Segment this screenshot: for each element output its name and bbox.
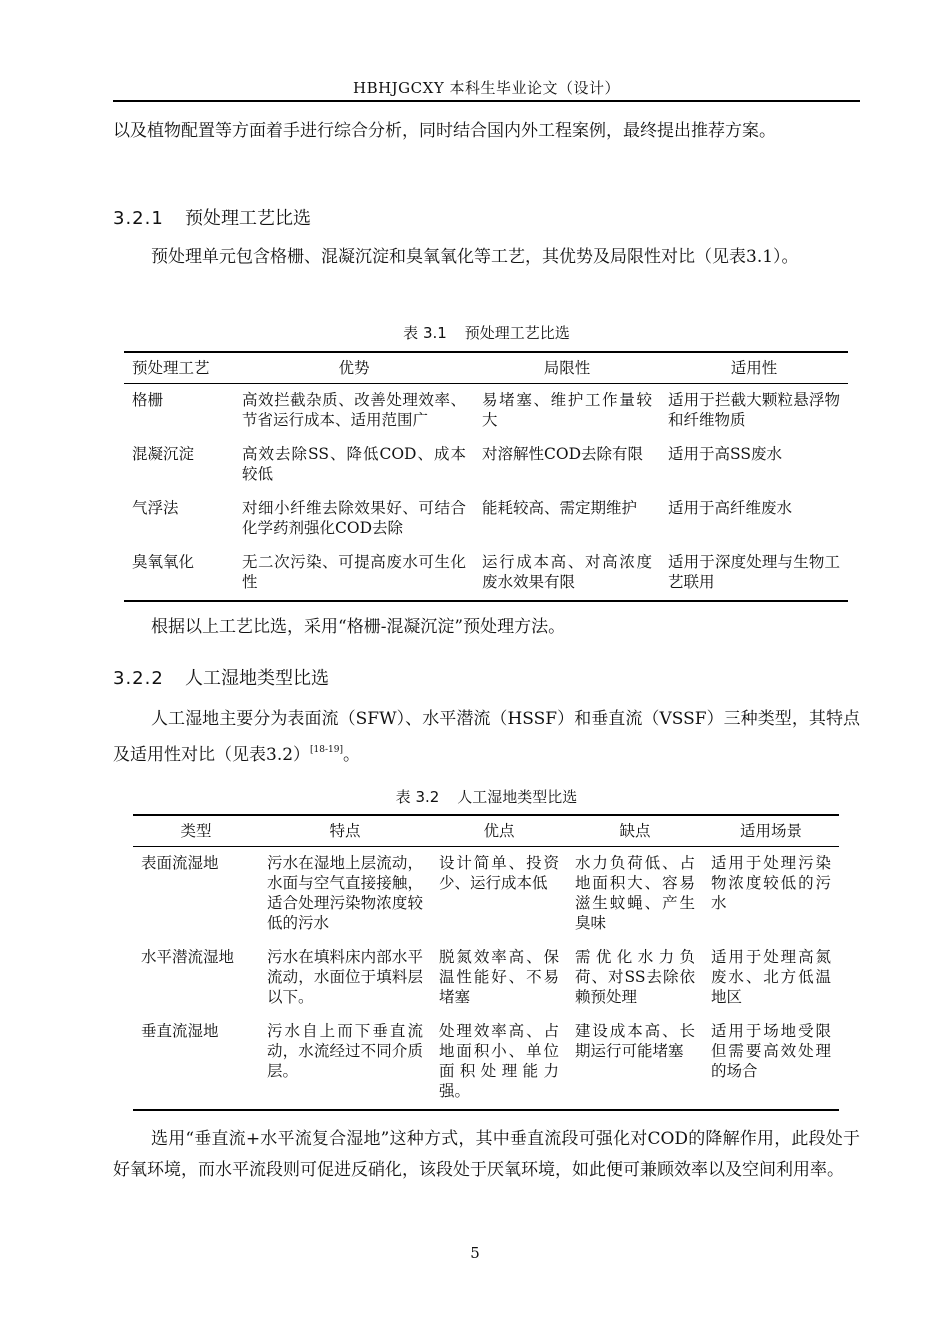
table-header-row xyxy=(133,815,839,847)
table-cell: 易堵塞、维护工作量较大 xyxy=(482,391,652,429)
table-cell: 适用于高SS废水 xyxy=(668,445,782,463)
table-row xyxy=(133,847,839,942)
table-cell: 适用于处理污染物浓度较低的污水 xyxy=(711,854,831,912)
caption-number: 表 3.1 xyxy=(403,324,447,342)
section-heading-3-2-2 xyxy=(113,664,329,690)
table-cell: 污水自上而下垂直流动，水流经过不同介质层。 xyxy=(259,1015,431,1110)
table-cell: 水力负荷低、占地面积大、容易滋生蚊蝇、产生臭味 xyxy=(575,854,695,932)
table-row xyxy=(133,941,839,1015)
table-cell: 无二次污染、可提高废水可生化性 xyxy=(234,546,474,601)
table-cell: 污水在填料床内部水平流动，水面位于填料层以下。 xyxy=(267,948,423,1006)
column-header: 适用场景 xyxy=(703,815,839,847)
table-wetland-types xyxy=(133,814,839,1111)
table-row xyxy=(124,492,848,546)
column-header: 局限性 xyxy=(474,352,660,384)
column-header: 适用性 xyxy=(660,352,848,384)
column-header: 预处理工艺 xyxy=(124,352,234,384)
page-number: 5 xyxy=(470,1244,480,1262)
paragraph-wetland-types xyxy=(113,704,860,771)
section-title: 人工湿地类型比选 xyxy=(185,668,329,689)
paragraph-pretreatment-conclusion: 根据以上工艺比选，采用“格栅-混凝沉淀”预处理方法。 xyxy=(151,617,566,637)
table-cell: 建设成本高、长期运行可能堵塞 xyxy=(567,1015,703,1110)
table-cell: 适用于场地受限但需要高效处理的场合 xyxy=(703,1015,839,1110)
table-cell: 适用于高纤维废水 xyxy=(668,499,793,517)
table-header-row xyxy=(124,352,848,384)
table-cell: 混凝沉淀 xyxy=(132,445,195,463)
table-cell: 适用于拦截大颗粒悬浮物和纤维物质 xyxy=(668,391,840,429)
column-header: 类型 xyxy=(133,815,259,847)
table-cell: 表面流湿地 xyxy=(141,854,219,872)
table-cell: 高效去除SS、降低COD、成本较低 xyxy=(242,445,466,483)
caption-text: 人工湿地类型比选 xyxy=(457,788,578,806)
table-row xyxy=(124,384,848,439)
table-row xyxy=(133,1015,839,1110)
table-caption-3-2 xyxy=(113,786,860,807)
table-cell: 气浮法 xyxy=(132,499,179,517)
table-cell: 能耗较高、需定期维护 xyxy=(482,499,638,517)
column-header: 缺点 xyxy=(567,815,703,847)
paragraph-end: 。 xyxy=(343,745,361,765)
table-caption-3-1 xyxy=(113,322,860,343)
table-cell: 臭氧氧化 xyxy=(124,546,234,601)
running-header: HBHJGCXY 本科生毕业论文（设计） xyxy=(352,79,620,97)
table-pretreatment xyxy=(124,351,848,602)
column-header: 优点 xyxy=(431,815,567,847)
section-heading-3-2-1 xyxy=(113,204,311,230)
paragraph-text: 人工湿地主要分为表面流（SFW）、水平潜流（HSSF）和垂直流（VSSF）三种类型，其特点及适用性对比（见表3.2） xyxy=(113,709,860,765)
paragraph-recommendation: 选用“垂直流+水平流复合湿地”这种方式，其中垂直流段可强化对COD的降解作用，此段处于好氧环境，而水平流段则可促进反硝化，该段处于厌氧环境，如此便可兼顾效率以及空间利用率。 xyxy=(113,1129,860,1180)
table-cell: 对细小纤维去除效果好、可结合化学药剂强化COD去除 xyxy=(242,499,466,537)
table-cell: 设计简单、投资少、运行成本低 xyxy=(439,854,559,892)
table-cell: 脱氮效率高、保温性能好、不易堵塞 xyxy=(439,948,559,1006)
table-cell: 高效拦截杂质、改善处理效率、节省运行成本、适用范围广 xyxy=(242,391,466,429)
table-cell: 处理效率高、占地面积小、单位面积处理能力强。 xyxy=(431,1015,567,1110)
table-row xyxy=(124,438,848,492)
column-header: 优势 xyxy=(234,352,474,384)
header-rule xyxy=(113,100,860,102)
section-number: 3.2.2 xyxy=(113,668,164,689)
section-number: 3.2.1 xyxy=(113,208,164,229)
table-cell: 适用于处理高氮废水、北方低温地区 xyxy=(711,948,831,1006)
caption-text: 预处理工艺比选 xyxy=(464,324,570,342)
table-cell: 需优化水力负荷、对SS去除依赖预处理 xyxy=(575,948,695,1006)
table-cell: 污水在湿地上层流动，水面与空气直接接触，适合处理污染物浓度较低的污水 xyxy=(267,854,423,932)
table-row xyxy=(124,546,848,601)
table-cell: 水平潜流湿地 xyxy=(141,948,235,966)
table-cell: 适用于深度处理与生物工艺联用 xyxy=(660,546,848,601)
table-cell: 垂直流湿地 xyxy=(133,1015,259,1110)
paragraph-intro: 以及植物配置等方面着手进行综合分析，同时结合国内外工程案例，最终提出推荐方案。 xyxy=(113,121,776,141)
caption-number: 表 3.2 xyxy=(395,788,440,806)
section-title: 预处理工艺比选 xyxy=(185,208,311,229)
table-cell: 运行成本高、对高浓度废水效果有限 xyxy=(474,546,660,601)
paragraph-pretreatment: 预处理单元包含格栅、混凝沉淀和臭氧氧化等工艺，其优势及局限性对比（见表3.1）。 xyxy=(151,247,799,267)
citation: [18-19] xyxy=(310,745,344,755)
column-header: 特点 xyxy=(259,815,431,847)
table-cell: 格栅 xyxy=(132,391,164,409)
table-cell: 对溶解性COD去除有限 xyxy=(482,445,643,463)
